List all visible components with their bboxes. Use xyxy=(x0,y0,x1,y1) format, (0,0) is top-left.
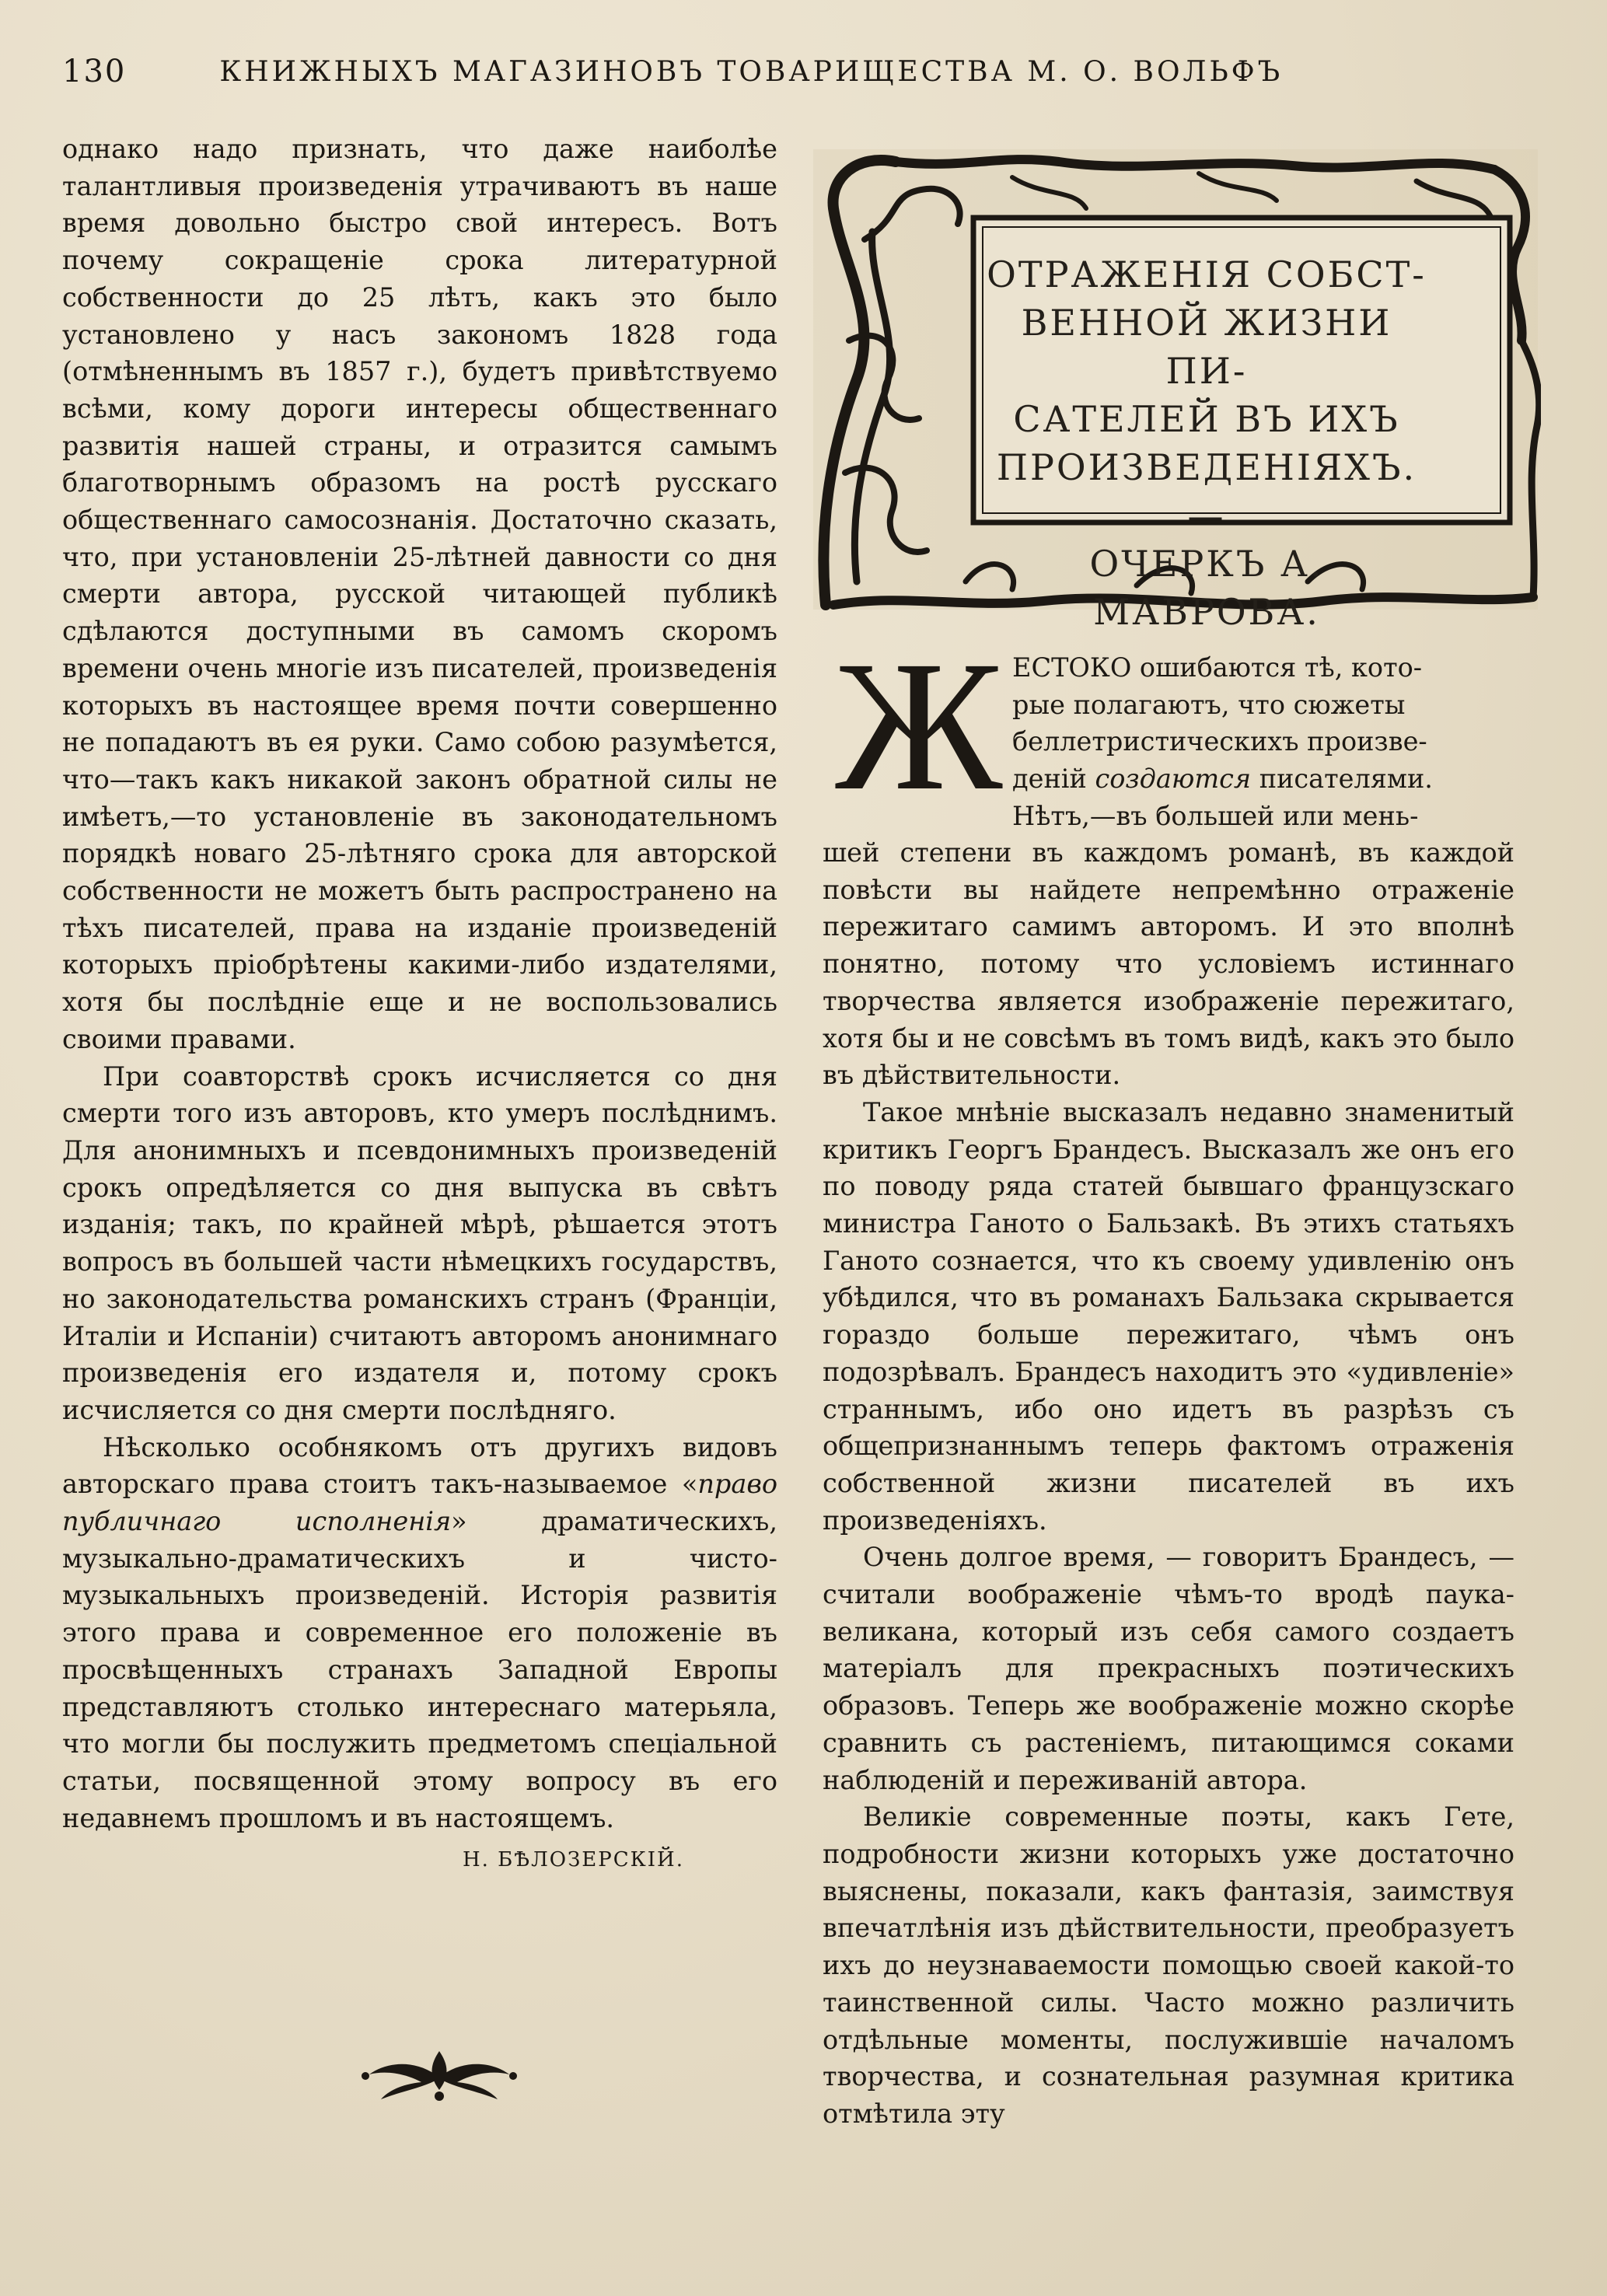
drop-cap-letter: Ж xyxy=(835,641,1003,804)
title-line: ОЧЕРКЪ А. МАВРОВА. xyxy=(1089,543,1324,633)
drop-cap xyxy=(826,641,1012,804)
italic-word: создаются xyxy=(1095,764,1252,795)
paragraph: шей степени въ каждомъ романѣ, въ каждой повѣсти вы найдете непремѣнно отраженіе пережитаго самимъ авторомъ. И это вполнѣ понятно, потому что условіемъ истиннаго творчества является изображеніе пережитаго, хотя бы и не совсѣмъ въ томъ видѣ, какъ это было въ дѣйствительности. xyxy=(823,837,1514,1091)
text-line: ЕСТОКО ошибаются тѣ, кото- xyxy=(1012,652,1423,683)
running-title: КНИЖНЫХЪ МАГАЗИНОВЪ ТОВАРИЩЕСТВА М. О. ВОЛЬФЪ xyxy=(219,55,1284,88)
italic-term: право публичнаго исполненія xyxy=(62,1469,777,1537)
article-opening xyxy=(1012,649,1516,835)
fleuron-ornament xyxy=(350,2043,529,2106)
paragraph: При соавторствѣ срокъ исчисляется со дня смерти того изъ авторовъ, кто умеръ послѣднимъ. Для анонимныхъ и псевдонимныхъ произведеній срокъ опредѣляется со дня выпуска въ свѣтъ изданія; такъ, по крайней мѣрѣ, рѣшается этотъ вопросъ въ большей части нѣмецкихъ государствъ, но законодательства романскихъ странъ (Франціи, Италіи и Испаніи) считаютъ авторомъ анонимнаго произведенія его издателя и, потому срокъ исчисляется со дня смерти послѣдняго. xyxy=(62,1061,777,1425)
text-line: рые полагаютъ, что сюжеты xyxy=(1012,689,1406,720)
paragraph: Великіе современные поэты, какъ Гете, подробности жизни которыхъ уже достаточно выяснены, показали, какъ фантазія, заимствуя впечатлѣнія изъ дѣйствительности, преобразуетъ ихъ до неузнаваемости помощью своей какой-то таинственной силы. Часто можно различить отдѣльные моменты, послужившіе началомъ творчества, и сознательная разумная критика отмѣтила эту xyxy=(823,1802,1514,2129)
title-line: САТЕЛЕЙ ВЪ ИХЪ xyxy=(1013,398,1400,440)
title-line: ПРОИЗВЕДЕНІЯХЪ. — xyxy=(996,446,1417,536)
paragraph: однако надо признать, что даже наиболѣе талантливыя произведенія утрачиваютъ въ наше время довольно быстро свой интересъ. Вотъ почему сокращеніе срока литературной собственности до 25 лѣтъ, какъ это было установлено у насъ закономъ 1828 года (отмѣненнымъ въ 1857 г.), будетъ привѣтствуемо всѣми, кому дороги интересы общественнаго развитія нашей страны, и отразится самымъ благотворнымъ образомъ на ростѣ русскаго общественнаго самосознанія. Достаточно сказать, что, при установленіи 25-лѣтней давности со дня смерти автора, русской читающей публикѣ сдѣлаются доступными въ самомъ скоромъ времени очень многіе изъ писателей, произведенія которыхъ въ настоящее время почти совершенно не попадаютъ въ ея руки. Само собою разумѣется, что—такъ какъ никакой законъ обратной силы не имѣетъ,—то установленіе въ законодательномъ порядкѣ новаго 25-лѣтняго срока для авторской собственности не можетъ быть распространено на тѣхъ писателей, права на изданіе произведеній которыхъ пріобрѣтены какими-либо издателями, хотя бы послѣдніе еще и не воспользовались своими правами. xyxy=(62,134,777,1054)
running-header xyxy=(62,48,1539,95)
paragraph: Такое мнѣніе высказалъ недавно знаменитый критикъ Георгъ Брандесъ. Высказалъ же онъ его по поводу ряда статей бывшаго французскаго министра Ганото о Бальзакѣ. Въ этихъ статьяхъ Ганото сознается, что къ своему удивленію онъ убѣдился, что въ романахъ Бальзака скрывается гораздо больше пережитаго, чѣмъ онъ подозрѣвалъ. Брандесъ находитъ это «удивленіе» страннымъ, ибо оно идетъ въ разрѣзъ съ общепризнаннымъ теперь фактомъ отраженія собственной жизни писателей въ ихъ произведеніяхъ. xyxy=(823,1096,1514,1536)
right-column xyxy=(823,834,1514,2133)
paragraph: Очень долгое время, — говоритъ Брандесъ, — считали воображеніе чѣмъ-то вродѣ паука-великана, который изъ себя самого создаетъ матеріалъ для прекрасныхъ поэтическихъ образовъ. Теперь же воображеніе можно скорѣе сравнить съ растеніемъ, питающимся соками наблюденій и переживаній автора. xyxy=(823,1542,1514,1795)
text-line: Нѣтъ,—въ большей или мень- xyxy=(1012,800,1419,831)
author-signature: Н. БѢЛОЗЕРСКІЙ. xyxy=(462,1848,684,1872)
title-line: ОТРАЖЕНІЯ СОБСТ- xyxy=(987,253,1427,295)
page-number: 130 xyxy=(62,54,127,89)
text-line: беллетристическихъ произве- xyxy=(1012,726,1427,757)
article-title xyxy=(981,250,1432,636)
left-column xyxy=(62,131,777,1875)
paragraph: Нѣсколько особнякомъ отъ другихъ видовъ авторскаго права стоитъ такъ-называемое «право публичнаго исполненія» драматическихъ, музыкально-драматическихъ и чисто-музыкальныхъ произведеній. Исторія развитія этого права и современное его положеніе въ просвѣщенныхъ странахъ Западной Европы представляютъ столько интереснаго матерьяла, что могли бы послужить предметомъ спеціальной статьи, посвященной этому вопросу въ его недавнемъ прошломъ и въ настоящемъ. xyxy=(62,1431,777,1833)
text-line: деній создаются писателями. xyxy=(1012,764,1433,795)
title-line: ВЕННОЙ ЖИЗНИ ПИ- xyxy=(1021,302,1392,392)
